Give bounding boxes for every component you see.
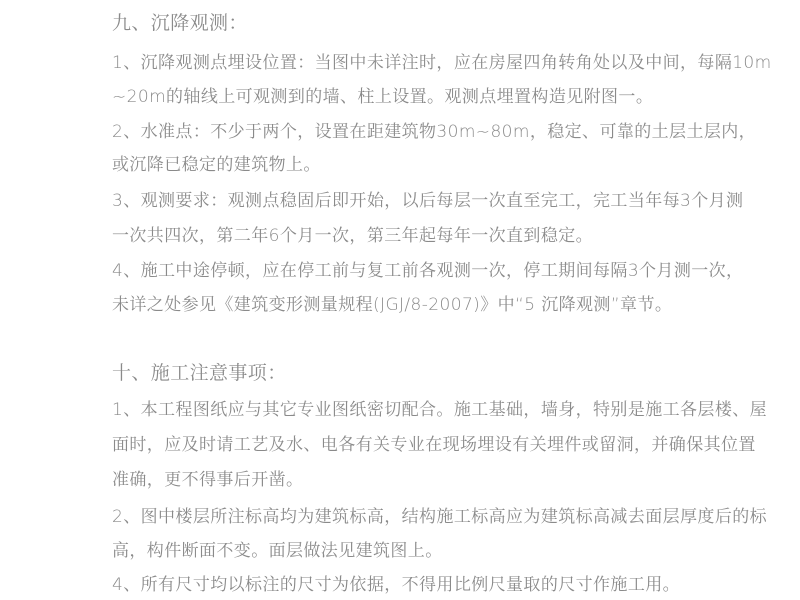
paragraph-line: 未详之处参见《建筑变形测量规程(JGJ/8-2007)》中“5 沉降观测”章节。 (112, 295, 673, 315)
section-heading-construction-notes: 十、施工注意事项： (112, 362, 287, 384)
paragraph-line: 一次共四次，第二年6个月一次，第三年起每年一次直到稳定。 (112, 226, 594, 246)
paragraph-line: 高，构件断面不变。面层做法见建筑图上。 (112, 541, 443, 561)
paragraph-line: 准确，更不得事后开凿。 (112, 470, 304, 490)
paragraph-line: 2、图中楼层所注标高均为建筑标高，结构施工标高应为建筑标高减去面层厚度后的标 (112, 507, 768, 527)
paragraph-line: 或沉降已稳定的建筑物上。 (112, 155, 321, 175)
paragraph-line: 面时，应及时请工艺及水、电各有关专业在现场埋设有关埋件或留洞，并确保其位置 (112, 435, 756, 455)
section-heading-settlement-observation: 九、沉降观测： (112, 12, 248, 34)
paragraph-line: 2、水准点：不少于两个，设置在距建筑物30m~80m，稳定、可靠的土层土层内， (112, 122, 757, 142)
paragraph-line: 3、观测要求：观测点稳固后即开始，以后每层一次直至完工，完工当年每3个月测 (112, 191, 744, 211)
paragraph-line: 1、本工程图纸应与其它专业图纸密切配合。施工基础，墙身，特别是施工各层楼、屋 (112, 400, 768, 420)
paragraph-line: 4、所有尺寸均以标注的尺寸为依据，不得用比例尺量取的尺寸作施工用。 (112, 575, 681, 595)
paragraph-line: ~20m的轴线上可观测到的墙、柱上设置。观测点埋置构造见附图一。 (112, 87, 654, 107)
paragraph-line: 4、施工中途停顿，应在停工前与复工前各观测一次，停工期间每隔3个月测一次， (112, 261, 744, 281)
paragraph-line: 1、沉降观测点埋设位置：当图中未详注时，应在房屋四角转角处以及中间，每隔10m (112, 53, 772, 73)
